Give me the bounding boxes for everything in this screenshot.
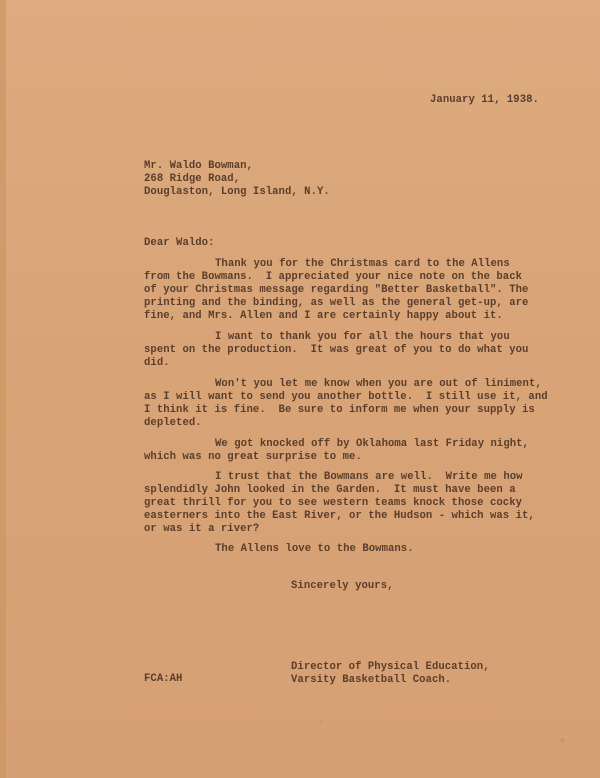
paragraph-1-line-5: fine, and Mrs. Allen and I are certainly happy about it.	[144, 310, 503, 322]
paragraph-2-line-3: did.	[144, 357, 170, 369]
paragraph-5-line-1: I trust that the Bowmans are well. Write me how	[215, 471, 523, 483]
paragraph-1-line-2: from the Bowmans. I appreciated your nice note on the back	[144, 271, 523, 283]
paragraph-4-line-1: We got knocked off by Oklahoma last Friday night,	[215, 438, 529, 450]
signature-title-2: Varsity Basketball Coach.	[291, 674, 452, 686]
paragraph-3-line-1: Won't you let me know when you are out of liniment,	[215, 378, 542, 390]
typist-initials: FCA:AH	[144, 673, 183, 685]
paper-spot	[320, 720, 323, 723]
paragraph-3-line-2: as I will want to send you another bottle. I still use it, and	[144, 391, 548, 403]
paragraph-1-line-4: printing and the binding, as well as the general get-up, are	[144, 297, 529, 309]
paragraph-4-line-2: which was no great surprise to me.	[144, 451, 362, 463]
paragraph-6-line-1: The Allens love to the Bowmans.	[215, 543, 414, 555]
paper-spot	[560, 738, 565, 743]
address-line-street: 268 Ridge Road,	[144, 173, 241, 185]
paragraph-1-line-1: Thank you for the Christmas card to the Allens	[215, 258, 510, 270]
paragraph-1-line-3: of your Christmas message regarding "Better Basketball". The	[144, 284, 529, 296]
paragraph-2-line-1: I want to thank you for all the hours that you	[215, 331, 510, 343]
paragraph-5-line-3: great thrill for you to see western teams knock those cocky	[144, 497, 523, 509]
signature-title-1: Director of Physical Education,	[291, 661, 490, 673]
paragraph-3-line-4: depleted.	[144, 417, 202, 429]
paragraph-3-line-3: I think it is fine. Be sure to inform me when your supply is	[144, 404, 535, 416]
paragraph-5-line-5: or was it a river?	[144, 523, 260, 535]
paragraph-5-line-2: splendidly John looked in the Garden. It must have been a	[144, 484, 516, 496]
paper-edge	[0, 0, 6, 778]
greeting: Dear Waldo:	[144, 237, 215, 249]
paragraph-2-line-2: spent on the production. It was great of you to do what you	[144, 344, 529, 356]
letter-date: January 11, 1938.	[430, 94, 539, 106]
paragraph-5-line-4: easterners into the East River, or the Hudson - which was it,	[144, 510, 535, 522]
address-line-city: Douglaston, Long Island, N.Y.	[144, 186, 330, 198]
closing: Sincerely yours,	[291, 580, 394, 592]
address-line-name: Mr. Waldo Bowman,	[144, 160, 253, 172]
